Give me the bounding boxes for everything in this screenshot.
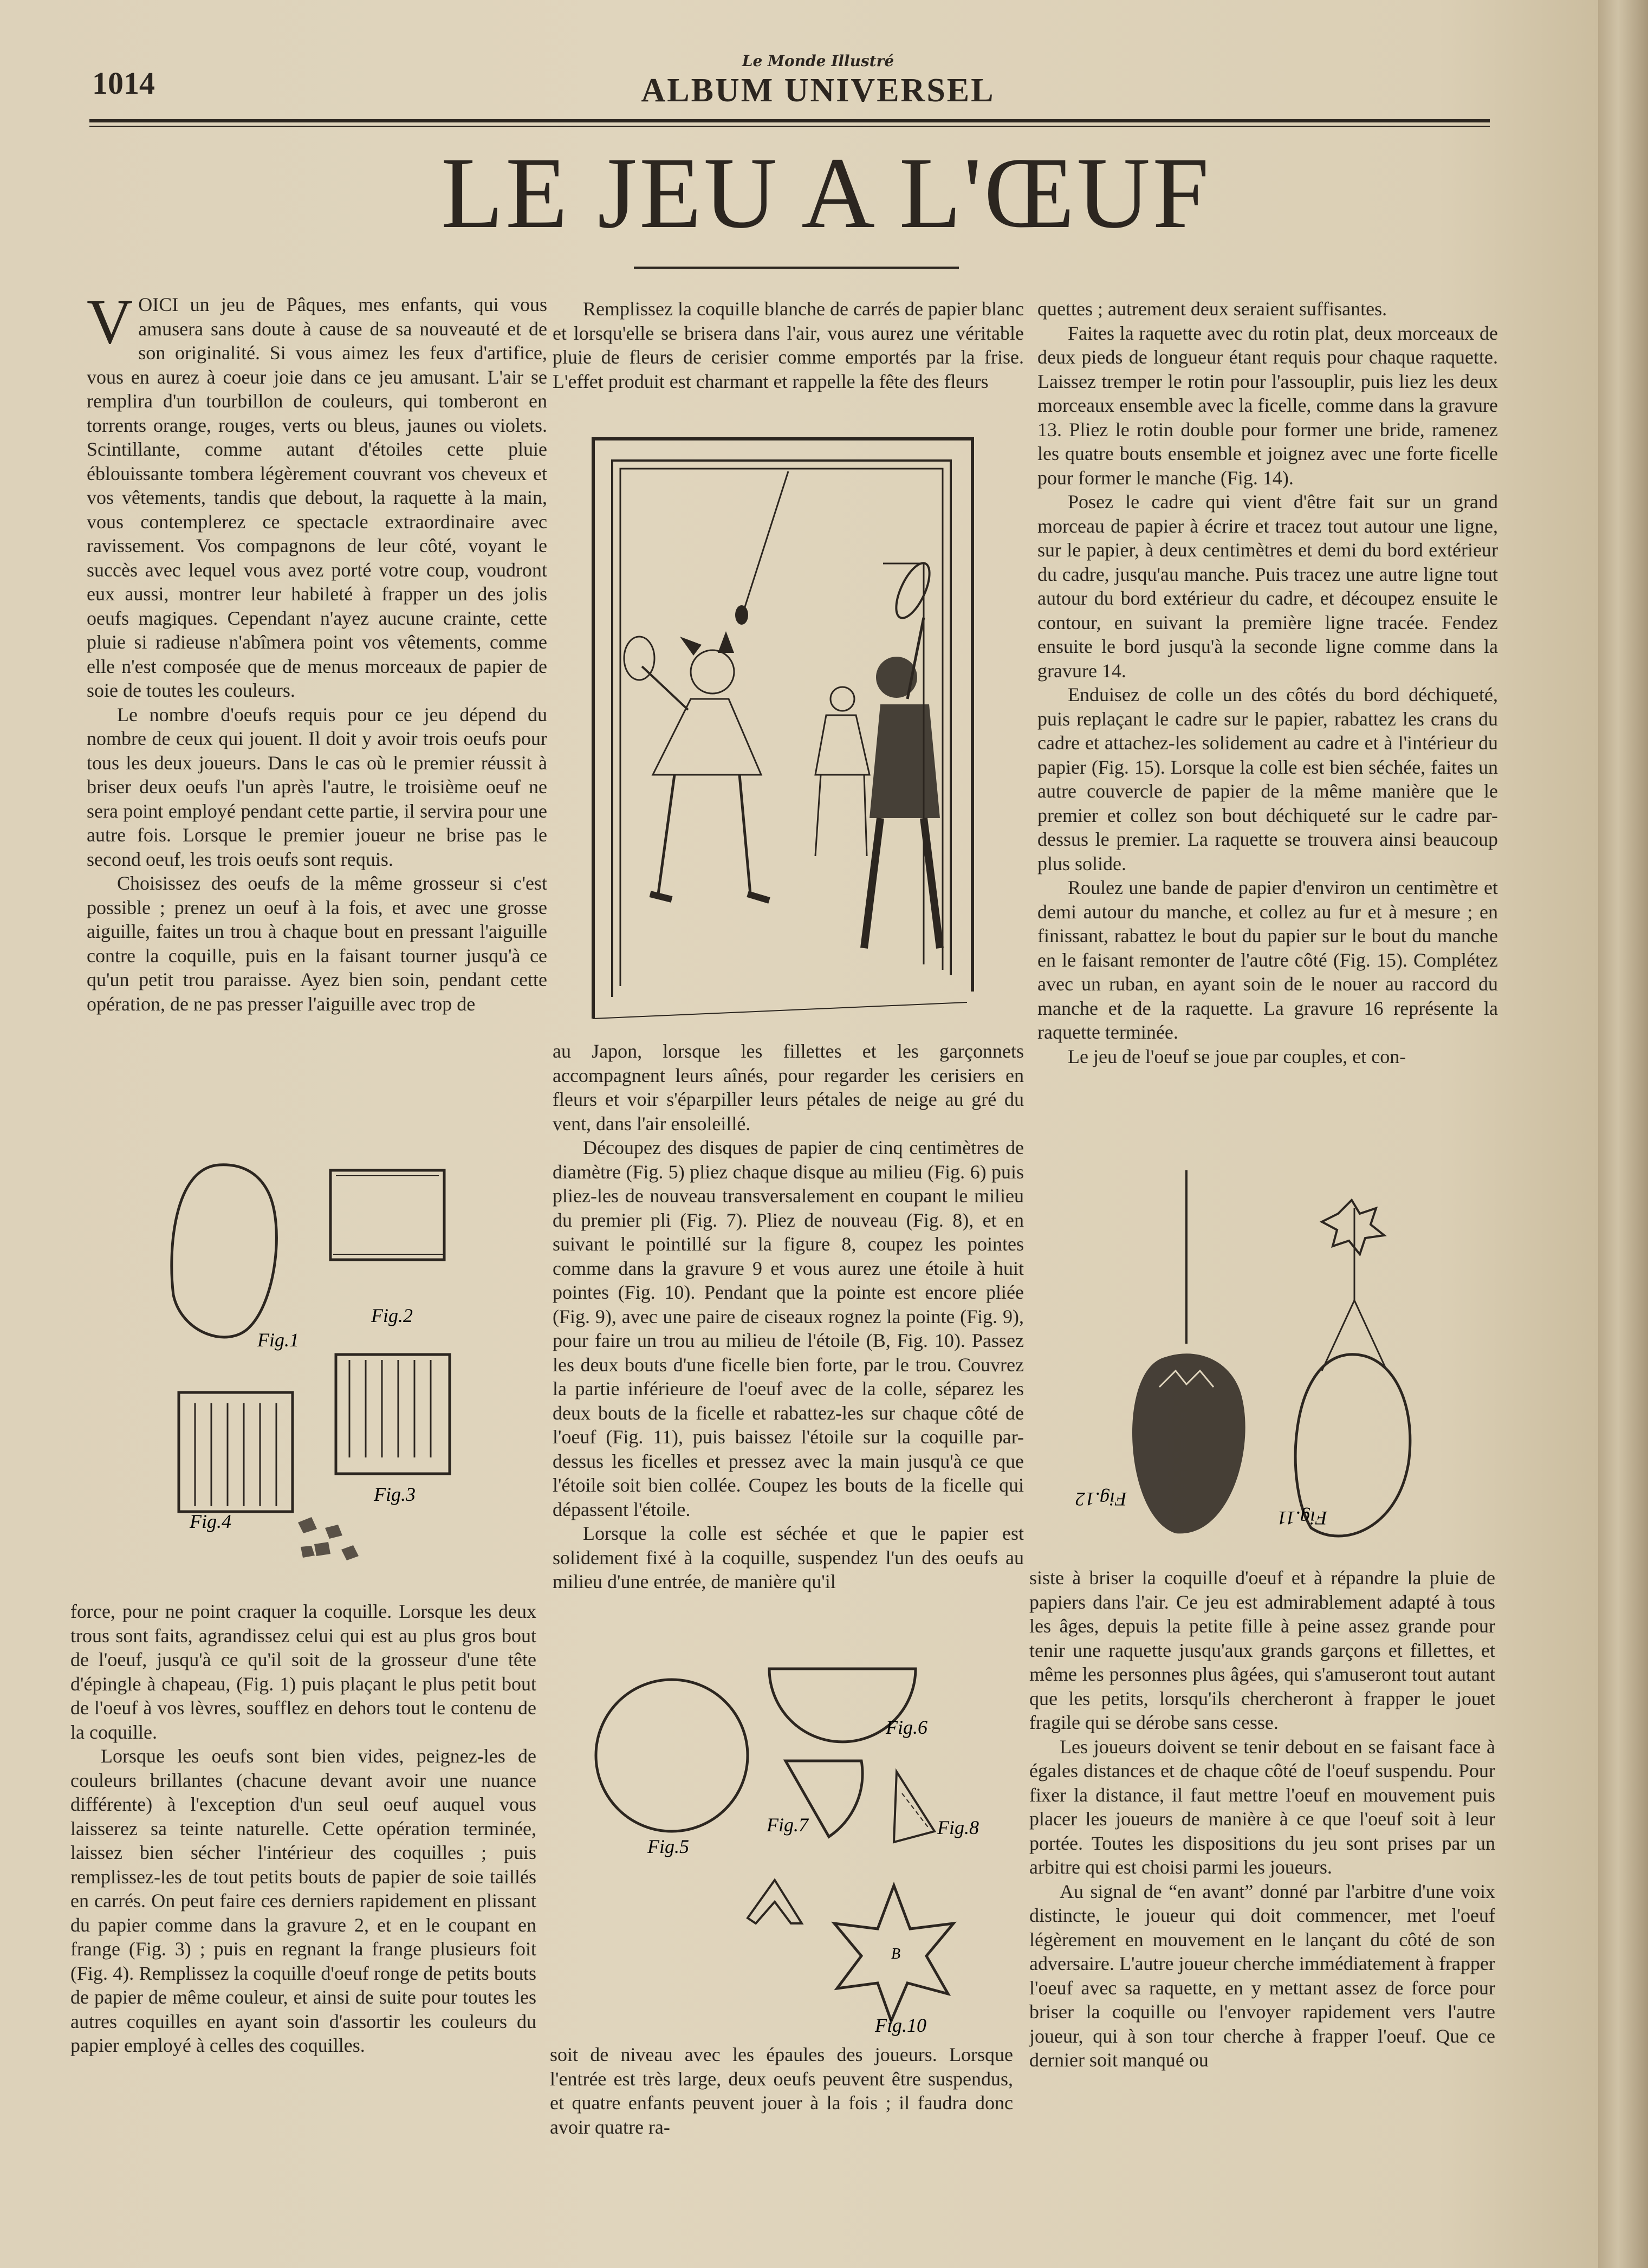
column-1-bottom (70, 1599, 536, 2058)
paragraph: Le jeu de l'oeuf se joue par couples, et con- (1068, 1045, 1406, 1067)
girl-figure (624, 631, 769, 900)
paragraph: Découpez des disques de papier de cinq centimètres de diamètre (Fig. 5) pliez chaque disque au milieu (Fig. 6) puis pliez-les de nouveau transversalement en coupant le milieu du premier pli (Fig. 7). Pliez de nouveau (Fig. 8), et en suivant le pointillé sur la figure 8, coupez les pointes comme dans la gravure 9 et vous aurez une étoile à huit pointes (Fig. 10). Pendant que la pointe est encore pliée (Fig. 9), avec une paire de ciseaux rognez la pointe (Fig. 9), pour faire un trou au milieu de l'étoile (B, Fig. 10). Passez les deux bouts d'une ficelle bien forte, par le trou. Couvrez la partie inférieure de l'oeuf avec de la colle, séparez les deux bouts de la ficelle et rabattez-les sur chaque côté de l'oeuf (Fig. 11), puis baissez l'étoile sur la coquille par-dessus les ficelles et pressez avec la main jusqu'à ce que l'étoile soit bien collée. Coupez les bouts de la ficelle qui dépassent l'étoile. (553, 1137, 1024, 1520)
paragraph: Faites la raquette avec du rotin plat, deux morceaux de deux pieds de longueur étant requis pour chaque raquette. Laissez tremper le rotin pour l'assouplir, puis liez les deux morceaux ensemble avec la ficelle, comme dans la gravure 13. Pliez le rotin double pour former une bride, ramenez les quatre bouts ensemble et joignez avec une forte ficelle pour former le manche (Fig. 14). (1037, 322, 1498, 489)
intro-paragraph (87, 286, 547, 703)
paragraph: au Japon, lorsque les fillettes et les garçonnets accompagnent leurs aînés, pour regarder les cerisiers en fleurs et voir s'éparpiller leurs pétales de neige au gré du vent, dans l'air ensoleillé. (553, 1040, 1024, 1135)
article-title: LE JEU A L'ŒUF (441, 136, 1211, 249)
paragraph: Enduisez de colle un des côtés du bord déchiqueté, puis replaçant le cadre sur le papier, rabattez les crans du cadre et attachez-les solidement au cadre et à l'intérieur du papier (Fig. 15). Lorsque la colle est bien séchée, faites un autre couvercle de papier de la même manière que le premier et collez son bout déchiqueté sur le cadre par-dessus le premier. La raquette se trouvera ainsi beaucoup plus solide. (1037, 684, 1498, 874)
paragraph: Posez le cadre qui vient d'être fait sur un grand morceau de papier à écrire et tracez tout autour une ligne, sur le papier, à deux centimètres et demi du bord extérieur du cadre, jusqu'au manche. Puis tracez une autre ligne tout autour du bord extérieur du cadre, et découpez ensuite le contour, en suivant la première ligne tracée. Fendez ensuite le bord jusqu'à la seconde ligne comme dans la gravure 14. (1037, 491, 1498, 682)
column-2-top (553, 297, 1024, 393)
fig-1-label: Fig.1 (257, 1329, 299, 1351)
page-binding-edge (1598, 0, 1648, 2268)
paragraph: Remplissez la coquille blanche de carrés de papier blanc et lorsqu'elle se brisera dans l'air, vous aurez une véritable pluie de fleurs de cerisier comme emportés par la frise. L'effet produit est charmant et rappelle la fête des fleurs (553, 298, 1024, 392)
fig-10-label: Fig.10 (875, 2014, 926, 2036)
doorway-game-engraving (588, 439, 1000, 1029)
drop-cap: V (87, 286, 133, 357)
column-2-bottom (550, 2043, 1013, 2139)
paragraph: Choisissez des oeufs de la même grosseur si c'est possible ; prenez un oeuf à la fois, et avec une grosse aiguille, faites un trou à chaque bout en pressant l'aiguille contre la coquille, puis en la faisant tourner jusqu'à ce qu'un petit trou paraisse. Ayez bien soin, pendant cette opération, de ne pas presser l'aiguille avec trop de (87, 872, 547, 1015)
figures-11-and-12 (1075, 1159, 1441, 1550)
fig-12-label: Fig.12 (1075, 1488, 1127, 1510)
figures-1-to-4 (152, 1154, 488, 1587)
fig-6-label: Fig.6 (886, 1716, 927, 1738)
paragraph: Au signal de “en avant” donné par l'arbitre d'une voix distincte, le joueur qui doit commencer, met l'oeuf légèrement en mouvement en le lançant du côté de son adversaire. L'autre joueur cherche immédiatement à frapper l'oeuf avec sa raquette, en y mettant assez de force pour briser la coquille ou l'envoyer rapidement vers l'autre joueur, qui à son tour cherche à frapper l'oeuf. Que ce dernier soit manqué ou (1029, 1880, 1495, 2071)
paragraph: soit de niveau avec les épaules des joueurs. Lorsque l'entrée est très large, deux oeufs peuvent être suspendus, et quatre enfants peuvent jouer à la fois ; il faudra donc avoir quatre ra- (550, 2044, 1013, 2138)
fig-3-label: Fig.3 (374, 1483, 416, 1505)
column-1-top (87, 286, 547, 1016)
paragraph: Lorsque la colle est séchée et que le papier est solidement fixé à la coquille, suspendez l'un des oeufs au milieu d'une entrée, de manière qu'il (553, 1522, 1024, 1592)
doll-figure (815, 687, 870, 856)
intro-text: OICI un jeu de Pâques, mes enfants, qui vous amusera sans doute à cause de sa nouveauté et de son originalité. Si vous aimez les feux d'artifice, vous en aurez à coeur joie dans ce jeu amusant. L'air se remplira d'un tourbillon de couleurs, qui tomberont en torrents orange, rouges, verts ou bleus, jaunes ou violets. Scintillante, comme autant d'étoiles cette pluie éblouissante tombera légèrement couvrant vos cheveux et vos vêtements, tandis que debout, la raquette à la main, vous contemplerez ce spectacle extraordinaire avec ravissement. Vos compagnons de leur côté, voyant le succès avec lequel vous avez porté votre coup, voudront eux aussi, montrer leur habileté à frapper un des jolis oeufs magiques. Cependant n'ayez aucune crainte, cette pluie si radieuse n'abîmera point vos vêtements, comme elle n'est composée que de menus morceaux de papier de soie de toutes les couleurs. (87, 294, 547, 701)
masthead-subtitle: Le Monde Illustré (742, 52, 894, 70)
paragraph: Roulez une bande de papier d'environ un centimètre et demi autour du manche, et collez au fur et à mesure ; en finissant, rabattez le bout du papier sur le bout du manche en le faisant remonter de l'autre côté (Fig. 15). Complétez avec un ruban, en ayant soin de le nouer au raccord du manche et de la raquette. La gravure 16 représente la raquette terminée. (1037, 877, 1498, 1043)
fig-10-marker-b: B (891, 1946, 901, 1962)
fig-7-label: Fig.7 (767, 1814, 808, 1836)
paragraph: Les joueurs doivent se tenir debout en se faisant face à égales distances et de chaque côté de l'oeuf suspendu. Pour fixer la distance, il faut mettre l'oeuf en mouvement puis placer les joueurs de manière à ce que l'oeuf soit à leur portée. Toutes les dispositions du jeu sont prises par un arbitre qui est choisi parmi les joueurs. (1029, 1735, 1495, 1878)
paragraph: Le nombre d'oeufs requis pour ce jeu dépend du nombre de ceux qui jouent. Il doit y avoir trois oeufs pour tous les deux joueurs. Dans le cas où le premier réussit à briser deux oeufs l'un après l'autre, le troisième oeuf ne sera point employé pendant cette partie, il servira pour une autre fois. Lorsque le premier joueur ne brise pas le second oeuf, les trois oeufs sont requis. (87, 703, 547, 870)
paragraph: force, pour ne point craquer la coquille. Lorsque les deux trous sont faits, agrandissez celui qui est au plus gros bout de l'oeuf, jusqu'à ce qu'il soit de la grosseur d'une tête d'épingle à chapeau, (Fig. 1) puis plaçant le plus petit bout de l'oeuf à vos lèvres, soufflez en dehors tout le contenu de la coquille. (70, 1600, 536, 1743)
masthead: ALBUM UNIVERSEL (641, 72, 995, 109)
paragraph: quettes ; autrement deux seraient suffisantes. (1037, 298, 1387, 320)
fig-5-label: Fig.5 (647, 1836, 689, 1857)
figures-5-to-10 (591, 1653, 1013, 2043)
column-3-bottom (1029, 1566, 1495, 2072)
paragraph: siste à briser la coquille d'oeuf et à répandre la pluie de papiers dans l'air. Ce jeu est admirablement adapté à tous les âges, depuis la petite fille à peine assez grande pour tenir une raquette jusqu'aux grands garçons et fillettes, et même les personnes plus âgées, qui s'amuseront tout autant que les petits, lorsqu'ils chercheront à frapper le jouet fragile qui se dérobe sans cesse. (1029, 1567, 1495, 1733)
decorated-egg-diagram (1075, 1159, 1441, 1550)
fig-11-label: Fig.11 (1277, 1507, 1327, 1529)
fig-4-label: Fig.4 (190, 1511, 231, 1532)
children-playing-illustration (588, 439, 1000, 1029)
egg-and-paper-illustration (152, 1154, 488, 1587)
paragraph: Lorsque les oeufs sont bien vides, peignez-les de couleurs brillantes (chacune devant avoir une nuance différente) à l'exception d'un seul oeuf auquel vous laisserez sa teinte naturelle. Cette opération terminée, laissez bien sécher l'intérieur des coquilles ; puis remplissez-les de tout petits bouts de papier de soie taillés en carrés. On peut faire ces derniers rapidement en plissant du papier comme dans la gravure 2, et en le coupant en frange (Fig. 3) ; puis en regnant la frange plusieurs foit (Fig. 4). Remplissez la coquille d'oeuf ronge de petits bouts de papier de même couleur, et ainsi de suite pour toutes les autres coquilles en ayant soin d'assortir les couleurs du papier employé à celles des coquilles. (70, 1745, 536, 2056)
column-2-middle (553, 1039, 1024, 1594)
fig-2-label: Fig.2 (371, 1305, 413, 1326)
paper-star-folding-diagram (591, 1653, 1013, 2043)
fig-8-label: Fig.8 (937, 1817, 979, 1838)
boy-figure (864, 559, 940, 948)
page-number: 1014 (92, 66, 155, 101)
header-rule (89, 119, 1490, 122)
header-rule-thin (89, 126, 1490, 127)
title-rule (634, 267, 959, 269)
column-3-top (1037, 297, 1498, 1068)
